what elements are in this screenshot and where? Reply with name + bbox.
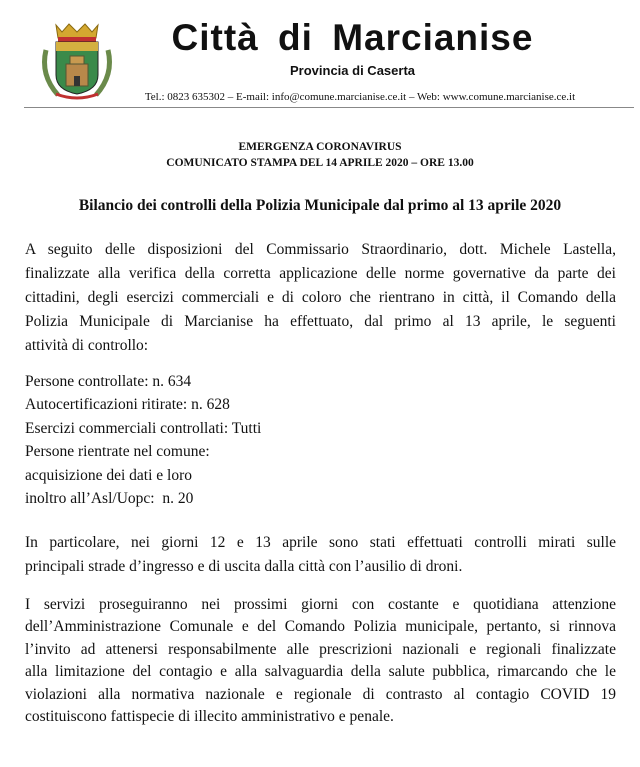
list-item: Persone controllate: n. 634 xyxy=(25,373,192,390)
header-divider xyxy=(24,107,634,108)
paragraph-closing xyxy=(25,594,616,728)
text-line: A seguito delle disposizioni del Commissario Straordinario, dott. Michele Lastella, xyxy=(25,241,616,258)
controls-list xyxy=(25,370,261,510)
text-line: alla limitazione del contagio e alla salvaguardia della salute pubblica, rimarcando che le xyxy=(25,663,616,681)
subject-heading: Bilancio dei controlli della Polizia Municipale dal primo al 13 aprile 2020 xyxy=(78,197,562,214)
text-line: attività di controllo: xyxy=(25,337,149,354)
press-release-date: COMUNICATO STAMPA DEL 14 APRILE 2020 – ORE 13.00 xyxy=(166,157,474,169)
text-line: Polizia Municipale di Marcianise ha effettuato, dal primo al 13 aprile, le seguenti xyxy=(25,313,616,330)
emergency-heading: EMERGENZA CORONAVIRUS xyxy=(238,141,402,153)
coat-of-arms-logo xyxy=(36,20,118,102)
list-item: acquisizione dei dati e loro xyxy=(25,466,192,484)
text-line: l’invito ad attenersi responsabilmente alle prescrizioni nazionali e regionali finalizzate xyxy=(25,640,616,658)
list-item: Autocertificazioni ritirate: n. 628 xyxy=(25,396,230,414)
text-line: principali strade d’ingresso e di uscita dalla città con l’ausilio di droni. xyxy=(25,558,463,575)
province-name: Provincia di Caserta xyxy=(290,63,415,78)
text-line: violazioni alla normativa nazionale e regionale di contrasto al contagio COVID 19 xyxy=(25,685,616,703)
paragraph-drones xyxy=(25,531,616,579)
list-item: Persone rientrate nel comune: xyxy=(25,443,210,461)
text-line: cittadini, degli esercizi commerciali e di coloro che rientrano in città, il Comando della xyxy=(25,289,616,306)
text-line: costituiscono fattispecie di illecito amministrativo e penale. xyxy=(25,708,394,726)
paragraph-intro xyxy=(25,238,616,358)
list-item: Esercizi commerciali controllati: Tutti xyxy=(25,419,262,437)
city-title: Città di Marcianise xyxy=(171,17,534,58)
list-item: inoltro all’Asl/Uopc: n. 20 xyxy=(25,490,194,508)
contact-line: Tel.: 0823 635302 – E-mail: info@comune.marcianise.ce.it – Web: www.comune.marcianise.ce.it xyxy=(144,91,576,103)
text-line: dell’Amministrazione Comunale e del Comando Polizia municipale, pertanto, si rinnova xyxy=(25,618,616,636)
text-line: finalizzate alla verifica della corretta applicazione delle norme governative da parte dei xyxy=(25,265,616,282)
text-line: I servizi proseguiranno nei prossimi giorni con costante e quotidiana attenzione xyxy=(25,596,616,613)
text-line: In particolare, nei giorni 12 e 13 aprile sono stati effettuati controlli mirati sulle xyxy=(25,534,616,551)
